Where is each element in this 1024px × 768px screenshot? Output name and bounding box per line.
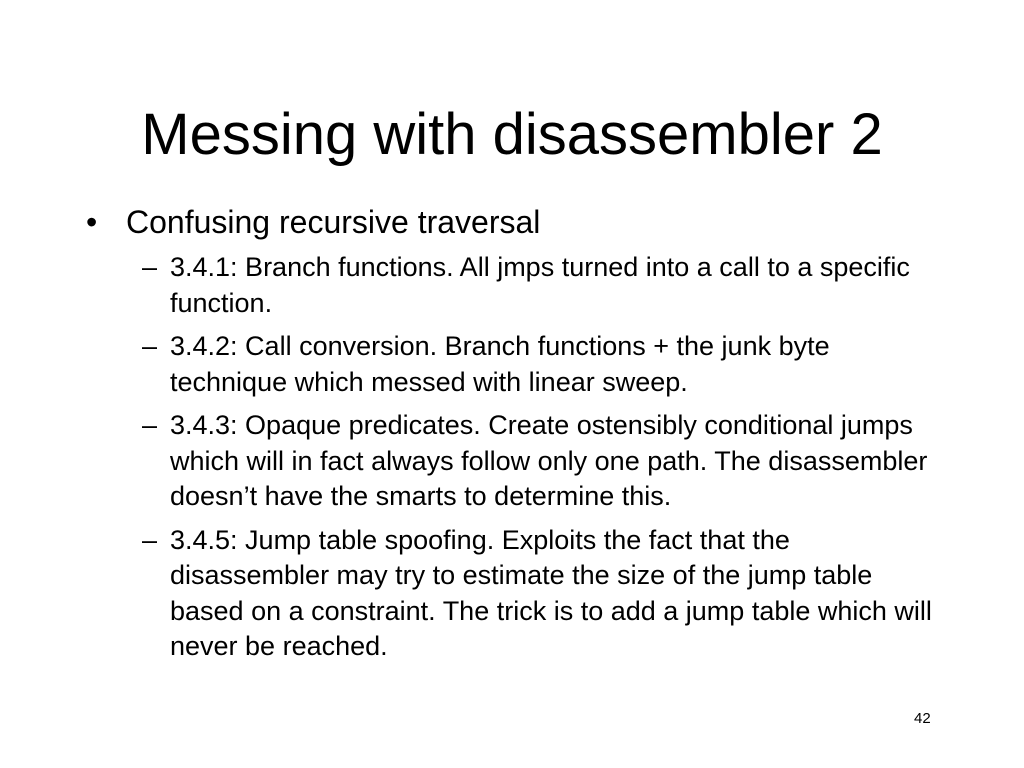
slide-body: [86, 200, 946, 673]
sub-bullet-item: [142, 250, 946, 321]
sub-bullet-marker: –: [142, 331, 158, 361]
bullet-text: Confusing recursive traversal: [126, 204, 541, 240]
sub-bullet-text: 3.4.5: Jump table spoofing. Exploits the fact that the disassembler may try to estimate the size of the jump table based on a constraint. The trick is to add a jump table which will never be reached.: [170, 524, 932, 661]
sub-bullet-list: [142, 250, 946, 665]
sub-bullet-item: [142, 523, 946, 665]
sub-bullet-marker: –: [142, 524, 158, 555]
slide-number: 42: [914, 710, 931, 727]
sub-bullet-item: [142, 329, 946, 400]
slide-title: Messing with disassembler 2: [141, 102, 883, 167]
sub-bullet-marker: –: [142, 252, 158, 282]
sub-bullet-text: 3.4.2: Call conversion. Branch functions + the junk byte technique which messed with linear sweep.: [170, 331, 830, 397]
sub-bullet-item: [142, 408, 946, 515]
sub-bullet-text: 3.4.1: Branch functions. All jmps turned into a call to a specific function.: [170, 252, 910, 318]
sub-bullet-text: 3.4.3: Opaque predicates. Create ostensibly conditional jumps which will in fact always follow only one path. The disassembler doesn’t have the smarts to determine this.: [170, 410, 928, 511]
bullet-item: [86, 200, 946, 244]
bullet-marker: •: [86, 204, 98, 240]
sub-bullet-marker: –: [142, 410, 158, 440]
